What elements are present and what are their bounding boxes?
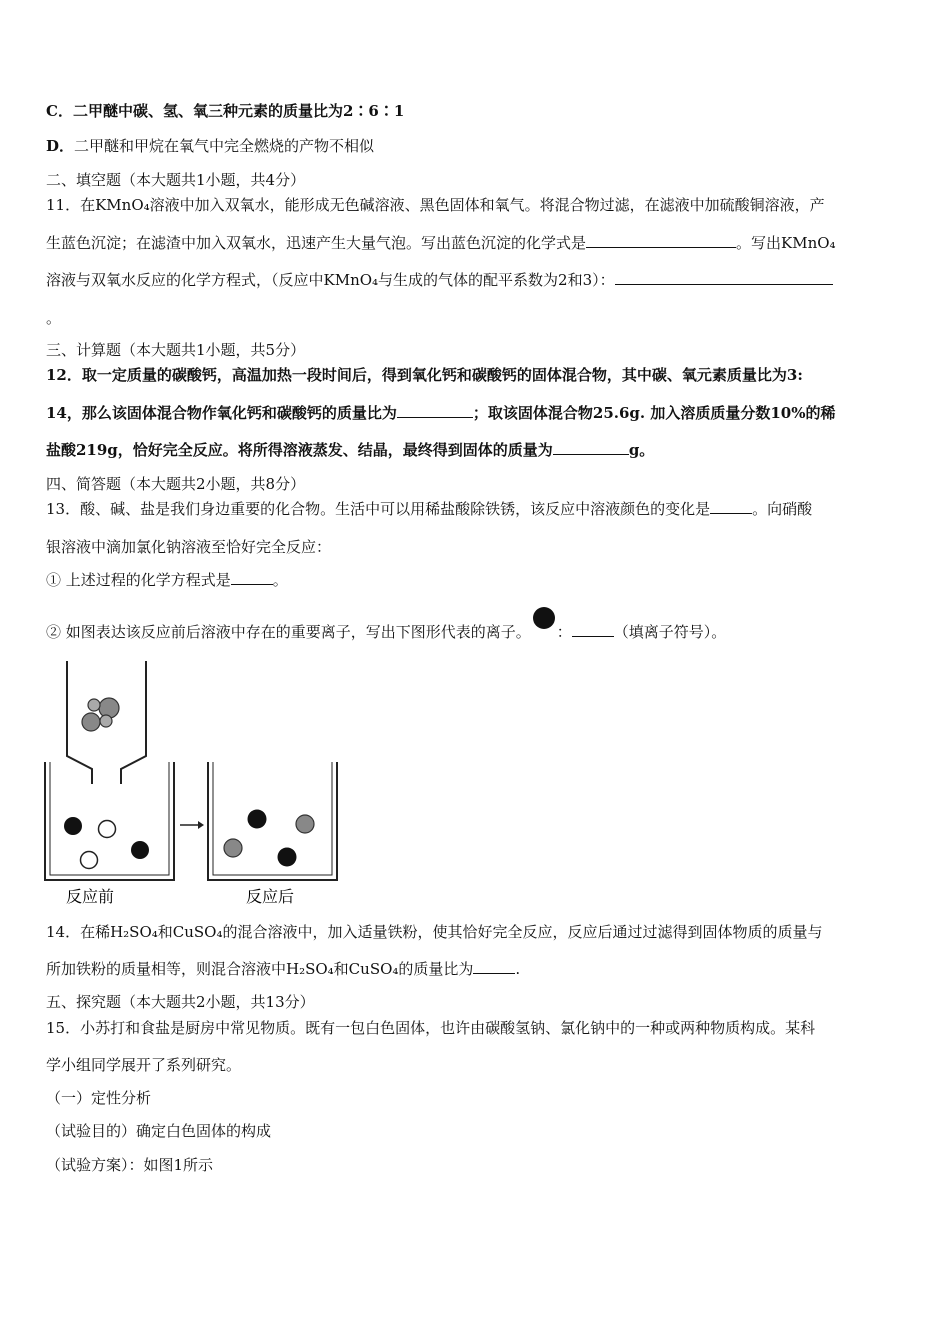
dropper-particles (82, 698, 119, 731)
grey-particle (296, 815, 314, 833)
grey-particle (88, 699, 100, 711)
q11-line-3: 溶液与双氧水反应的化学方程式，（反应中KMnO₄与生成的气体的配平系数为2和3）： (46, 270, 833, 290)
reaction-diagram (40, 656, 350, 916)
section-3-heading: 三、计算题（本大题共1小题，共5分） (46, 341, 306, 359)
option-c: C．二甲醚中碳、氢、氧三种元素的质量比为2∶6∶1 (46, 102, 405, 120)
section-5-heading: 五、探究题（本大题共2小题，共13分） (46, 993, 315, 1011)
q14-line-1: 14．在稀H₂SO₄和CuSO₄的混合溶液中，加入适量铁粉，使其恰好完全反应，反应后通过过滤得到固体物质的质量与 (46, 923, 823, 941)
section-4-heading: 四、简答题（本大题共2小题，共8分） (46, 475, 306, 493)
answer-blank[interactable] (231, 570, 273, 585)
q15-line-2: 学小组同学展开了系列研究。 (46, 1056, 242, 1074)
answer-blank[interactable] (586, 233, 736, 248)
q11-line-1: 11．在KMnO₄溶液中加入双氧水，能形成无色碱溶液、黑色固体和氧气。将混合物过滤，在滤液中加硫酸铜溶液，产 (46, 196, 825, 214)
answer-blank[interactable] (397, 403, 473, 418)
answer-blank[interactable] (710, 499, 752, 514)
q15-line-1: 15．小苏打和食盐是厨房中常见物质。既有一包白色固体，也许由碳酸氢钠、氯化钠中的一种或两种物质构成。某科 (46, 1019, 816, 1037)
answer-blank[interactable] (473, 959, 515, 974)
black-ion-dot-icon (533, 607, 555, 629)
grey-particle (99, 698, 119, 718)
q13-line-2: 银溶液中滴加氯化钠溶液至恰好完全反应： (46, 538, 332, 556)
reaction-diagram-svg (40, 656, 350, 912)
black-ion (131, 841, 149, 859)
black-ion (248, 810, 267, 829)
answer-blank[interactable] (553, 440, 629, 455)
grey-particle (224, 839, 242, 857)
q13-line-4: ② 如图表达该反应前后溶液中存在的重要离子，写出下图形代表的离子。 ： （填离子符号）。 (46, 617, 726, 642)
q12-line-1: 12．取一定质量的碳酸钙，高温加热一段时间后，得到氧化钙和碳酸钙的固体混合物，其中碳、氧元素质量比为3: (46, 366, 803, 384)
answer-blank[interactable] (572, 622, 614, 637)
label-before: 反应前 (65, 887, 115, 906)
white-ion (81, 852, 98, 869)
grey-particle (82, 713, 100, 731)
grey-particle (100, 715, 112, 727)
q11-line-4: 。 (46, 309, 62, 327)
q12-line-2: 14，那么该固体混合物作氧化钙和碳酸钙的质量比为 ；取该固体混合物25.6g. 加入溶质质量分数10%的稀 (46, 404, 836, 422)
q15-sub-3: （试验方案）：如图1所示 (46, 1156, 214, 1174)
q13-line-1: 13．酸、碱、盐是我们身边重要的化合物。生活中可以用稀盐酸除铁锈，该反应中溶液颜色的变化是 。向硝酸 (46, 500, 813, 518)
black-ion (64, 817, 82, 835)
arrow-right-icon (180, 821, 204, 829)
q12-line-3: 盐酸219g，恰好完全反应。将所得溶液蒸发、结晶，最终得到固体的质量为 g。 (46, 441, 655, 459)
q15-sub-2: （试验目的）确定白色固体的构成 (46, 1122, 272, 1140)
q14-line-2: 所加铁粉的质量相等，则混合溶液中H₂SO₄和CuSO₄的质量比为 . (46, 960, 521, 978)
white-ion (99, 821, 116, 838)
q15-sub-1: （一）定性分析 (46, 1089, 152, 1107)
answer-blank[interactable] (615, 270, 833, 285)
option-d: D．二甲醚和甲烷在氧气中完全燃烧的产物不相似 (46, 137, 375, 155)
section-2-heading: 二、填空题（本大题共1小题，共4分） (46, 171, 306, 189)
q13-line-3: ① 上述过程的化学方程式是 。 (46, 571, 288, 589)
black-ion (278, 848, 297, 867)
label-after: 反应后 (245, 887, 295, 906)
beaker-after-icon (208, 762, 337, 880)
q11-line-2: 生蓝色沉淀；在滤渣中加入双氧水，迅速产生大量气泡。写出蓝色沉淀的化学式是 。写出KMnO₄ (46, 234, 836, 252)
